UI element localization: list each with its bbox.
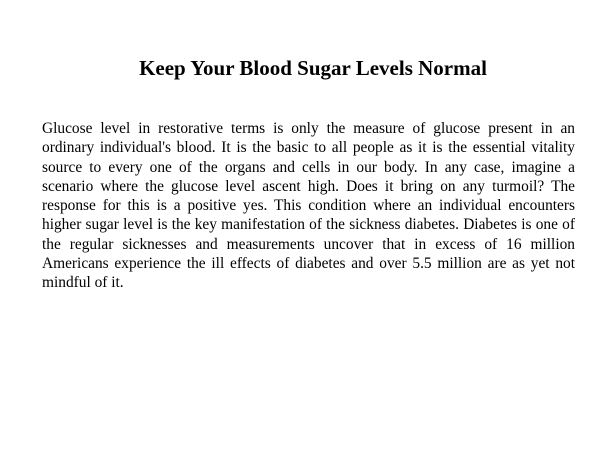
document-title: Keep Your Blood Sugar Levels Normal xyxy=(139,56,487,80)
document-paragraph: Glucose level in restorative terms is only the measure of glucose present in an ordinary individual's blood. It is the basic to all people as it is the essential vitality source to every one of the organs and cells in our body. In any case, imagine a scenario where the glucose level ascent high. Does it bring on any turmoil? The response for this is a positive yes. This condition where an individual encounters higher sugar level is the key manifestation of the sickness diabetes. Diabetes is one of the regular sicknesses and measurements uncover that in excess of 16 million Americans experience the ill effects of diabetes and over 5.5 million are as yet not mindful of it. xyxy=(42,120,575,292)
